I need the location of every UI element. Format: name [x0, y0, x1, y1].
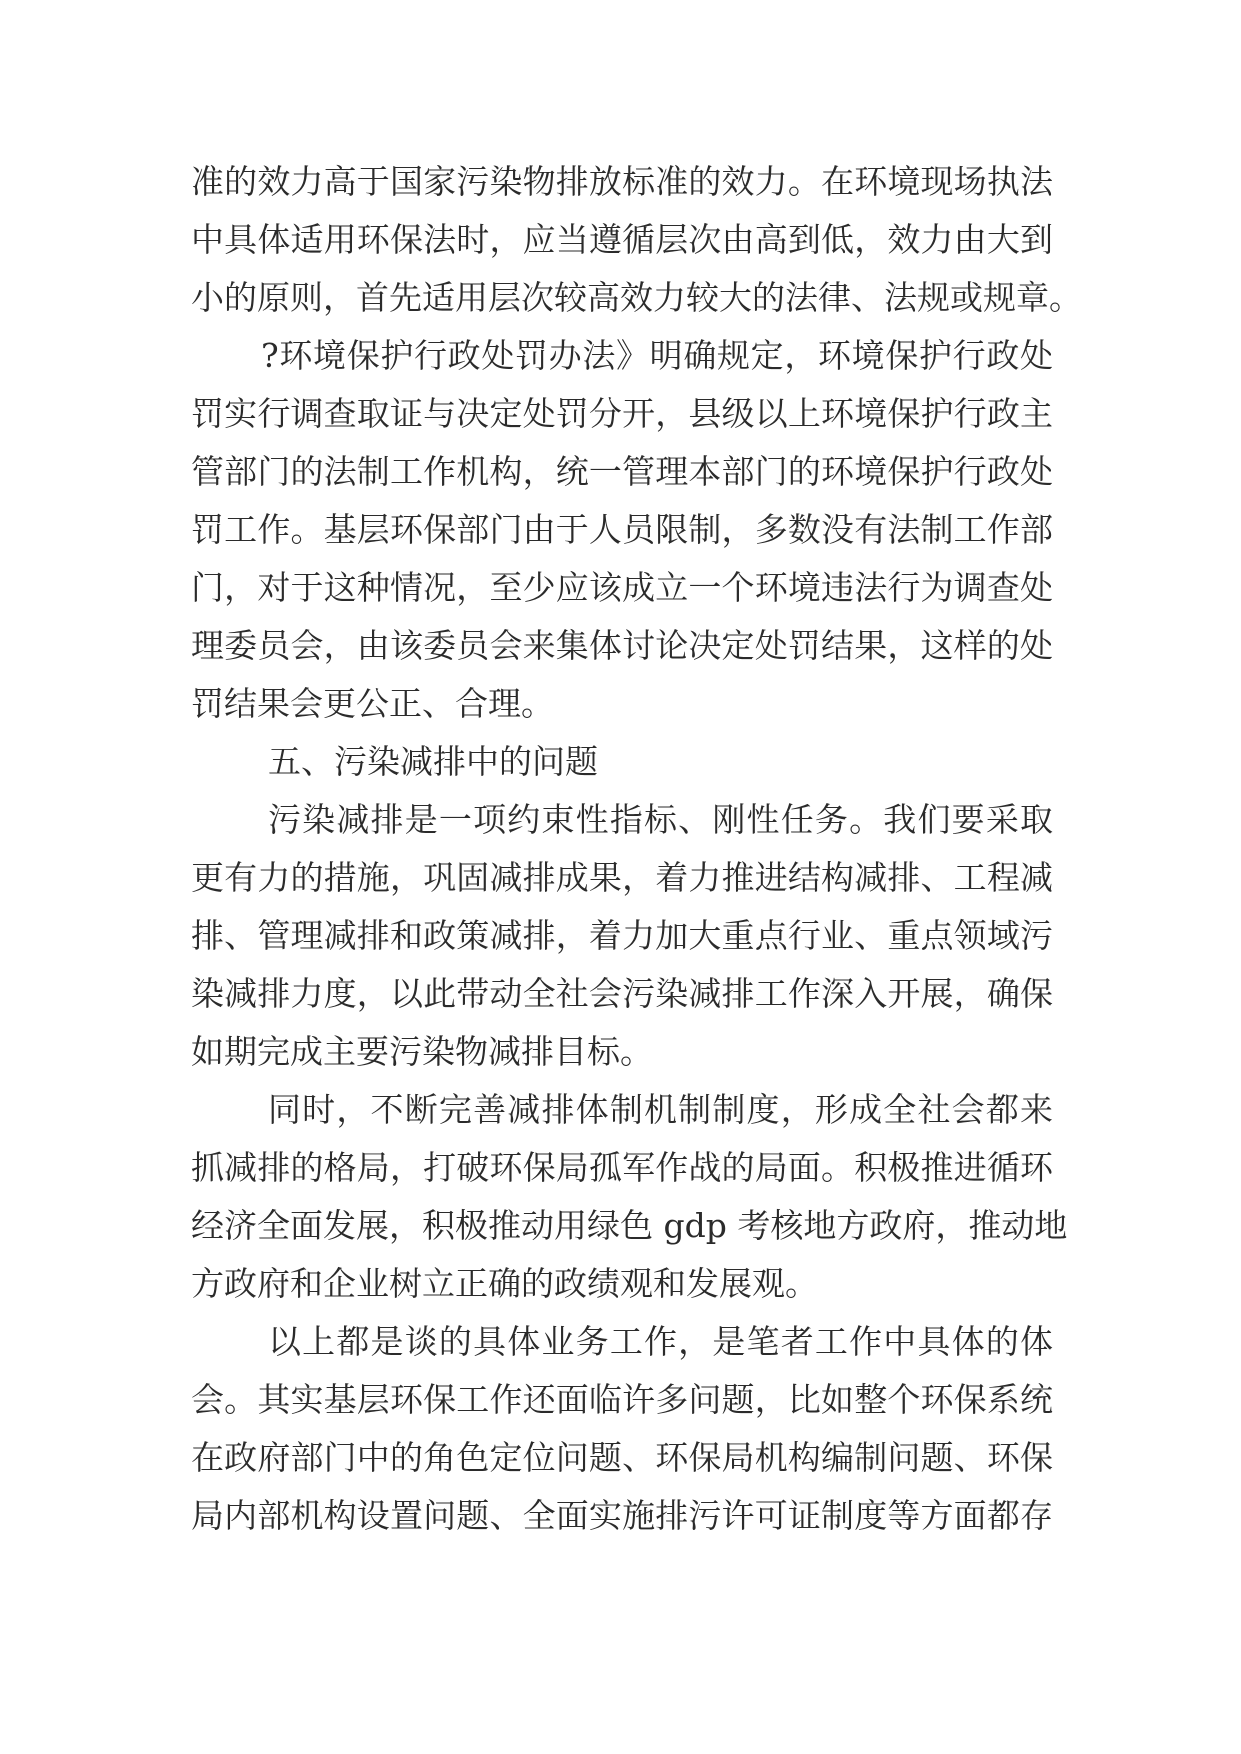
- text-line: 同时，不断完善减排体制机制制度，形成全社会都来: [268, 1090, 1053, 1129]
- text-line: 方政府和企业树立正确的政绩观和发展观。: [191, 1264, 818, 1303]
- text-line: 会。其实基层环保工作还面临许多问题，比如整个环保系统: [191, 1380, 1053, 1419]
- text-line: ?环境保护行政处罚办法》明确规定，环境保护行政处: [261, 336, 1053, 375]
- text-line: 如期完成主要污染物减排目标。: [191, 1032, 653, 1071]
- text-line: 染减排力度，以此带动全社会污染减排工作深入开展，确保: [191, 974, 1053, 1013]
- text-line: 罚工作。基层环保部门由于人员限制，多数没有法制工作部: [191, 510, 1053, 549]
- text-line: 局内部机构设置问题、全面实施排污许可证制度等方面都存: [191, 1496, 1053, 1535]
- text-line: 门，对于这种情况，至少应该成立一个环境违法行为调查处: [191, 568, 1053, 607]
- text-line: 污染减排是一项约束性指标、刚性任务。我们要采取: [268, 800, 1053, 839]
- text-line: 抓减排的格局，打破环保局孤军作战的局面。积极推进循环: [191, 1148, 1053, 1187]
- text-line: 管部门的法制工作机构，统一管理本部门的环境保护行政处: [191, 452, 1053, 491]
- text-line: 小的原则，首先适用层次较高效力较大的法律、法规或规章。: [191, 278, 1082, 317]
- section-heading: 五、污染减排中的问题: [268, 742, 598, 781]
- text-line: 在政府部门中的角色定位问题、环保局机构编制问题、环保: [191, 1438, 1053, 1477]
- text-line: 理委员会，由该委员会来集体讨论决定处罚结果，这样的处: [191, 626, 1053, 665]
- text-line: 经济全面发展，积极推动用绿色 gdp 考核地方政府，推动地: [191, 1206, 1068, 1245]
- text-line: 罚实行调查取证与决定处罚分开，县级以上环境保护行政主: [191, 394, 1053, 433]
- text-line: 以上都是谈的具体业务工作，是笔者工作中具体的体: [268, 1322, 1053, 1361]
- text-line: 中具体适用环保法时，应当遵循层次由高到低，效力由大到: [191, 220, 1053, 259]
- text-line: 排、管理减排和政策减排，着力加大重点行业、重点领域污: [191, 916, 1053, 955]
- document-body: [191, 153, 1082, 1545]
- text-line: 更有力的措施，巩固减排成果，着力推进结构减排、工程减: [191, 858, 1053, 897]
- text-line: 准的效力高于国家污染物排放标准的效力。在环境现场执法: [191, 162, 1053, 201]
- text-line: 罚结果会更公正、合理。: [191, 684, 554, 723]
